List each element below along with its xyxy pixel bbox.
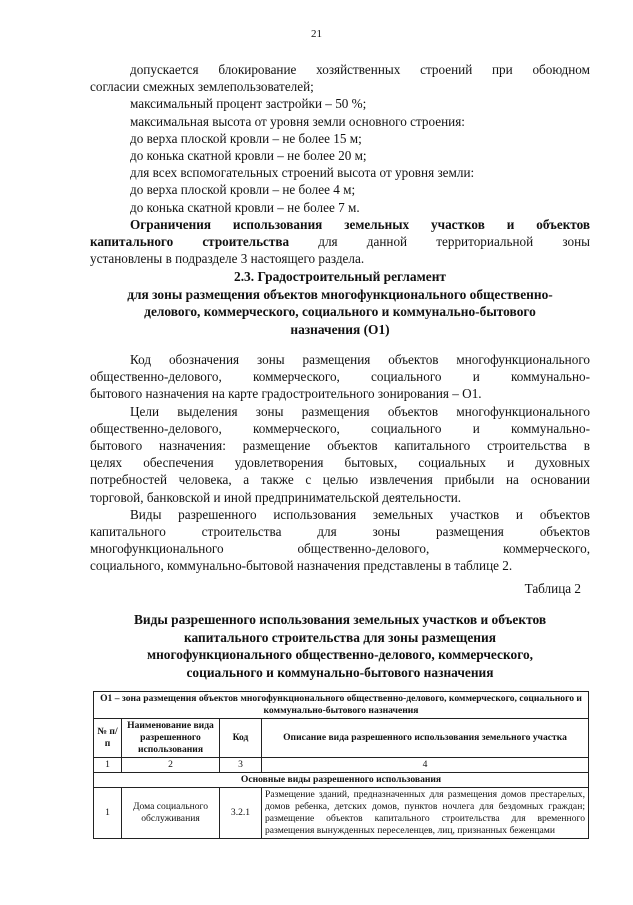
header-name: Наименование вида разрешенного использования [122,719,220,758]
text-line: социального, коммунально-бытовой назначения представлены в таблице 2. [90,558,513,574]
row-num: 1 [94,788,122,839]
restrictions-rest: для данной территориальной зоны [289,234,591,250]
row-code: 3.2.1 [220,788,262,839]
text-line: бытового назначения на карте градостроительного зонирования – О1. [90,386,482,402]
header-desc: Описание вида разрешенного использования земельного участка [262,719,589,758]
text-line: потребностей человека, а также с целью извлечения прибыли на основании [90,472,590,488]
text-line: до верха плоской кровли – не более 4 м; [130,182,356,198]
heading-line: делового, коммерческого, социального и коммунально-бытового [144,304,536,320]
text-line: согласии смежных землепользователей; [90,79,314,95]
restrictions-bold: капитального строительства [90,234,290,250]
text-line: бытового назначения: размещение объектов капитального строительства в [90,438,590,454]
text-line: максимальный процент застройки – 50 %; [130,96,367,112]
text-line: максимальная высота от уровня земли основного строения: [130,113,465,129]
table-title [90,611,590,681]
top-text-block [90,61,590,267]
table-title-line: Виды разрешенного использования земельных участков и объектов [133,612,547,627]
table-title-line: капитального строительства для зоны размещения [184,629,496,645]
text-line: до конька скатной кровли – не более 7 м. [130,199,360,215]
text-line: многофункционального общественно-делового, коммерческого, [90,541,590,557]
text-line: торговой, банковской и иной предпринимательской деятельности. [90,489,462,505]
text-line: целях обеспечения удовлетворения бытовых, социальных и духовных [90,455,590,471]
table-section-row [94,773,589,788]
table-index-row [94,758,589,773]
row-desc: Размещение зданий, предназначенных для размещения домов престарелых, домов ребенка, детских домов, пунктов ночлега для бездомных граждан; размещение объектов капитального строительства для временного размещения вынужденных переселенцев, лиц, признанных беженцами [262,788,589,839]
body-paragraphs [90,351,590,575]
text-line: до верха плоской кровли – не более 15 м; [130,130,362,146]
heading-line: для зоны размещения объектов многофункционального общественно- [127,286,553,302]
page-number: 21 [311,28,322,40]
index-cell: 4 [262,758,589,773]
text-line: допускается блокирование хозяйственных строений при обоюдном [130,62,590,77]
text-line: Виды разрешенного использования земельных участков и объектов [130,506,590,522]
restrictions-line: установлены в подразделе 3 настоящего раздела. [90,251,365,267]
table-title-line: многофункционального общественно-делового, коммерческого, [146,647,534,663]
restrictions-line: Ограничения использования земельных участков и объектов [130,216,590,232]
header-code: Код [220,719,262,758]
text-line: Код обозначения зоны размещения объектов многофункционального [130,352,590,367]
text-line: до конька скатной кровли – не более 20 м; [130,148,367,164]
section-cell: Основные виды разрешенного использования [94,773,589,788]
text-line: для всех вспомогательных строений высота от уровня земли: [130,165,475,181]
section-heading [90,268,590,338]
index-cell: 2 [122,758,220,773]
row-name: Дома социального обслуживания [122,788,220,839]
table-row [94,788,589,839]
restrictions-line [90,233,590,250]
table-title-line: социального и коммунально-бытового назначения [186,664,494,680]
text-line: Цели выделения зоны размещения объектов многофункционального [130,403,590,419]
heading-line: назначения (О1) [290,321,390,337]
index-cell: 3 [220,758,262,773]
index-cell: 1 [94,758,122,773]
zoning-table [93,691,589,839]
text-line: общественно-делового, коммерческого, социального и коммунально- [90,420,590,436]
heading-line: 2.3. Градостроительный регламент [234,269,446,284]
text-line: общественно-делового, коммерческого, социального и коммунально- [90,369,590,385]
table-caption: Таблица 2 [524,581,581,596]
table-header-row [94,719,589,758]
text-line: капитального строительства для зоны размещения объектов [90,524,590,540]
header-num: № п/п [94,719,122,758]
zone-header-cell: О1 – зона размещения объектов многофункционального общественно-делового, коммерческого, социального и коммунально-бытового назначения [94,692,589,719]
table-zone-header-row [94,692,589,719]
